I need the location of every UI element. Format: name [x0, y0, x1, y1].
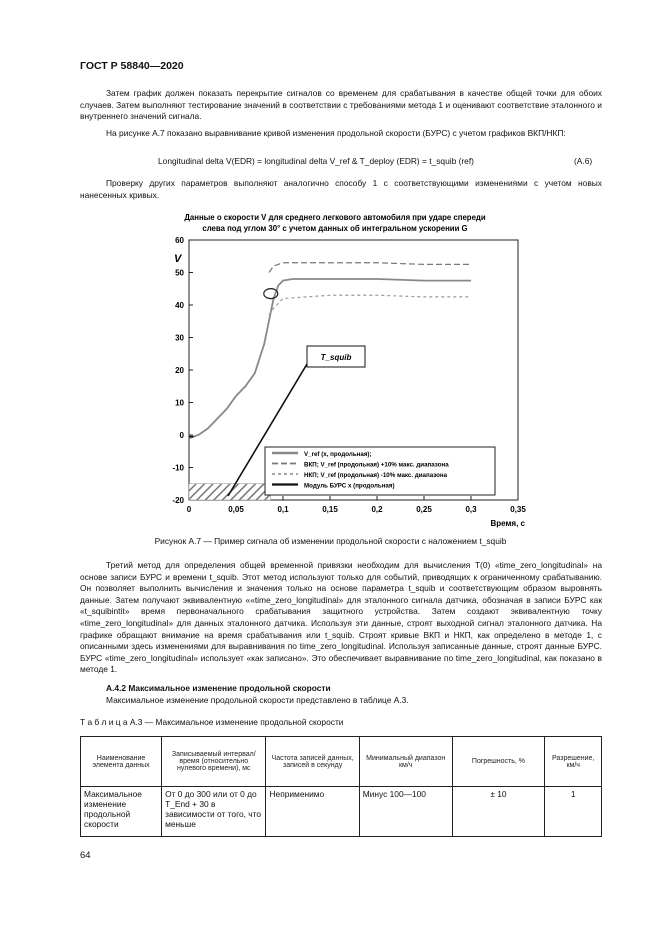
data-table: [80, 736, 602, 837]
table-caption: Т а б л и ц а А.3 — Максимальное изменение продольной скорости: [80, 717, 344, 727]
x-axis-label: Время, с: [490, 519, 525, 528]
legend-label: Модуль БУРС x (продольная): [304, 482, 395, 490]
table-cell: 1: [545, 787, 602, 837]
table-header-cell: Погрешность, %: [452, 737, 545, 787]
document-header: ГОСТ Р 58840—2020: [80, 60, 184, 72]
chart-title-line2: слева под углом 30° с учетом данных об интегральном ускорении G: [202, 224, 468, 233]
table-header-cell: Разрешение, км/ч: [545, 737, 602, 787]
table-header-cell: Частота записей данных, записей в секунду: [266, 737, 359, 787]
series-line-3: [269, 295, 471, 315]
y-tick-label: 10: [175, 398, 184, 408]
table-header-cell: Минимальный диапазон км/ч: [359, 737, 452, 787]
x-tick-label: 0,05: [228, 505, 244, 514]
x-tick-label: 0,25: [416, 505, 432, 514]
table-row: [81, 787, 602, 837]
formula: Longitudinal delta V(EDR) = longitudinal delta V_ref & T_deploy (EDR) = t_squib (ref): [158, 156, 474, 166]
table-cell: Максимальное изменение продольной скорости: [81, 787, 162, 837]
chart-title-line1: Данные о скорости V для среднего легкового автомобиля при ударе спереди: [184, 213, 486, 222]
y-axis-label: V: [174, 253, 182, 265]
table-cell: ± 10: [452, 787, 545, 837]
paragraph-2: На рисунке А.7 показано выравнивание кривой изменения продольной скорости (БУРС) с учетом графиков ВКП/НКП:: [106, 128, 566, 138]
legend-label: ВКП; V_ref (продольная) +10% макс. диапазона: [304, 461, 449, 469]
table-header-cell: Наименование элемента данных: [81, 737, 162, 787]
table-cell: Минус 100—100: [359, 787, 452, 837]
y-tick-label: 40: [175, 301, 184, 310]
table-header-cell: Записываемый интервал/время (относительно нулевого времени), мс: [162, 737, 266, 787]
formula-number: (А.6): [574, 156, 593, 166]
x-tick-label: 0,1: [277, 505, 289, 514]
x-tick-label: 0,3: [465, 505, 477, 514]
paragraph-5: Максимальное изменение продольной скорости представлено в таблице А.3.: [106, 695, 409, 705]
y-tick-label: -20: [172, 496, 184, 505]
paragraph-4: Третий метод для определения общей временной привязки необходим для вычисления T(0) «time_zero_longitudinal» на основе записи БУРС и времени t_squib. Этот метод используют только для событий, приводящих к ограниченному срабатыванию. Он позволяет выполнить вычисления и значения только на основе параметра t_squib и соответствующим образом выровнять данные. Затем получают эквивалентную ««time_zero_longitudinal» для эталонного сигнала датчика, обозначая в записи БУРС как «t_squibintit» время первоначального срабатывания защитного устройства. Затем создают эквивалентную точку «time_zero_longitudinal» для данных эталонного датчика. Используя эти данные, строят выходной сигнал эталонного датчика. На графике обращают внимание на время срабатывания или t_squib. Строят кривые ВКП и НКП, как определено в методе 1, с описанными здесь изменениями для выравнивания по time_zero_longitudinal. Используя записанные данные, строят данные БУРС. БУРС «time_zero_longitudinal» использует «как записано». Это обеспечивает выравнивание по time_zero_longitudinal, как показано в методе 1.: [80, 560, 602, 675]
section-heading: А.4.2 Максимальное изменение продольной скорости: [106, 683, 331, 693]
legend-label: НКП; V_ref (продольная) -10% макс. диапазона: [304, 472, 448, 479]
legend-label: V_ref (x, продольная);: [304, 451, 372, 458]
y-tick-label: 0: [179, 431, 184, 440]
x-tick-label: 0: [186, 505, 192, 514]
paragraph-3: Проверку других параметров выполняют аналогично способу 1 с соответствующими изменениями с учетом новых нанесенных кривых.: [80, 178, 602, 200]
table-cell: Неприменимо: [266, 787, 359, 837]
y-tick-label: 20: [175, 366, 184, 375]
table-header-row: [81, 737, 602, 787]
figure-caption: Рисунок А.7 — Пример сигнала об изменении продольной скорости с наложением t_squib: [154, 536, 507, 546]
page-number: 64: [80, 850, 91, 861]
series-line-2: [269, 263, 471, 273]
table-cell: От 0 до 300 или от 0 до T_End + 30 в зависимости от того, что меньше: [162, 787, 266, 837]
x-tick-label: 0,15: [322, 505, 338, 514]
y-tick-label: -10: [172, 463, 184, 473]
y-tick-label: 50: [175, 268, 184, 278]
y-tick-label: 60: [175, 236, 184, 245]
y-tick-label: 30: [175, 333, 184, 343]
x-tick-label: 0,35: [510, 505, 526, 514]
annotation-label: T_squib: [320, 353, 352, 362]
paragraph-1: Затем график должен показать перекрытие сигналов со временем для срабатывания в качестве общей точки для обоих случаев. Затем выполняют тестирование значений в соответствии с требованиями метода 1 и оценивают соответствие эталонного и внутреннего значений сигнала.: [80, 88, 602, 122]
x-tick-label: 0,2: [371, 505, 383, 514]
